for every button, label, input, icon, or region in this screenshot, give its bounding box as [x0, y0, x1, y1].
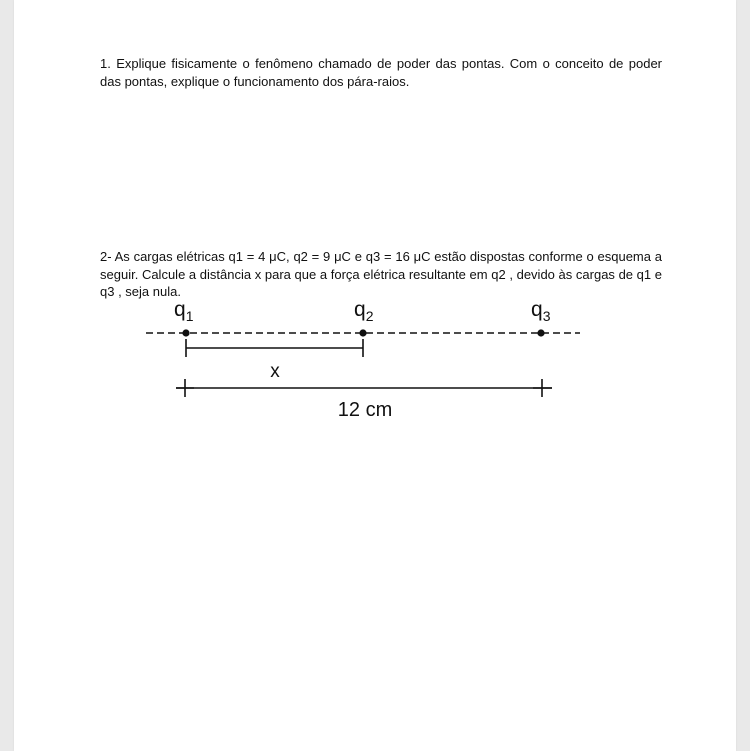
charge-q2-dot — [359, 329, 366, 336]
document-page — [14, 0, 736, 751]
charge-q2-label: $q_2$ — [354, 298, 374, 324]
question-1: 1. Explique fisicamente o fenômeno chamado de poder das pontas. Com o conceito de poder das pontas, explique o funcionamento dos pára-raios. — [100, 56, 662, 89]
total-distance-line — [176, 379, 552, 397]
total-distance-label: 12 cm — [337, 399, 393, 421]
charge-q1-dot — [182, 329, 189, 336]
question-2: 2- As cargas elétricas q1 = 4 μC, q2 = 9 μC e q3 = 16 μC estão dispostas conforme o esquema a seguir. Calcule a distância x para que a força elétrica resultante em q2 , devido às cargas de q1 e q3 , seja nula. — [100, 249, 662, 299]
charges-diagram — [14, 0, 736, 751]
charge-q3-label: $q_3$ — [531, 298, 551, 324]
charge-q1-label: $q_1$ — [174, 298, 194, 324]
distance-x-label: x — [270, 361, 280, 382]
distance-x-bracket — [186, 339, 363, 357]
charge-q3-dot — [537, 329, 544, 336]
